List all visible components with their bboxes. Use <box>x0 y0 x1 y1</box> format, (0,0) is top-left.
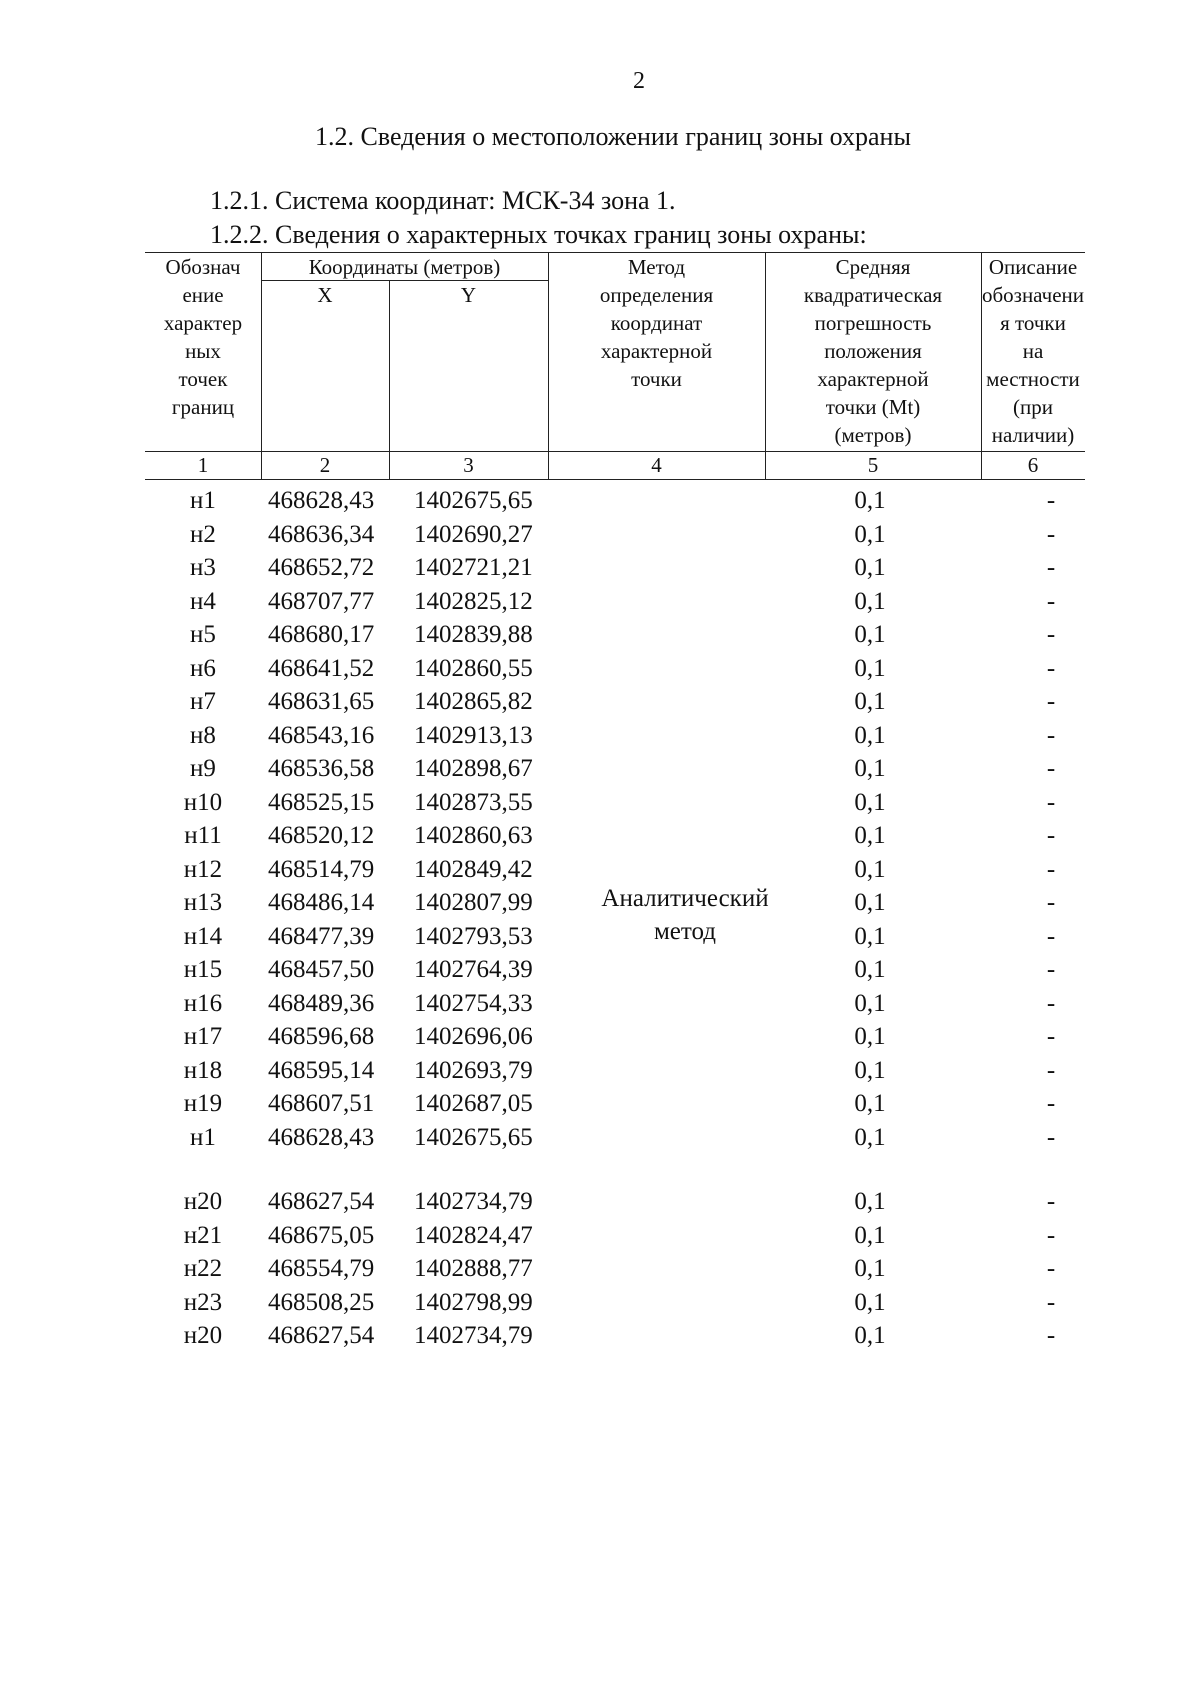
column-number: 6 <box>1027 453 1039 477</box>
description-value: - <box>1046 587 1056 615</box>
table-header <box>145 252 1085 480</box>
mean-error-value: 0,1 <box>854 554 886 581</box>
y-coordinate: 1402898,67 <box>414 755 533 782</box>
table-row <box>0 1121 1200 1154</box>
table-row <box>0 1286 1200 1319</box>
table-row <box>0 1219 1200 1252</box>
x-coordinate: 468520,12 <box>268 822 375 849</box>
table-row <box>0 1252 1200 1285</box>
header-line: обозначени <box>981 283 1085 307</box>
x-coordinate: 468554,79 <box>268 1255 375 1282</box>
characteristic-points-line: 1.2.2. Сведения о характерных точках границ зоны охраны: <box>210 220 867 249</box>
point-id: н5 <box>190 621 216 648</box>
section-title: 1.2. Сведения о местоположении границ зоны охраны <box>315 122 911 151</box>
y-coordinate: 1402696,06 <box>414 1023 533 1050</box>
header-y: Y <box>460 283 477 307</box>
x-coordinate: 468707,77 <box>268 587 375 615</box>
y-coordinate: 1402873,55 <box>414 788 533 816</box>
y-coordinate: 1402734,79 <box>414 1188 533 1215</box>
point-id: н7 <box>190 688 216 715</box>
point-id: н23 <box>183 1288 223 1316</box>
header-line: Метод <box>627 255 686 279</box>
mean-error-value: 0,1 <box>854 788 886 816</box>
point-id: н13 <box>183 889 223 916</box>
point-id: н12 <box>183 855 223 883</box>
header-line: Средняя <box>835 255 911 279</box>
method-cell <box>570 882 800 948</box>
y-coordinate: 1402721,21 <box>414 554 533 581</box>
x-coordinate: 468543,16 <box>268 721 375 749</box>
x-coordinate: 468508,25 <box>268 1288 375 1316</box>
mean-error-value: 0,1 <box>854 956 886 983</box>
description-value: - <box>1046 956 1056 983</box>
x-coordinate: 468628,43 <box>268 487 375 514</box>
mean-error-value: 0,1 <box>854 654 886 682</box>
column-number: 1 <box>197 453 209 477</box>
table-row <box>0 987 1200 1020</box>
point-id: н10 <box>183 788 223 816</box>
x-coordinate: 468536,58 <box>268 755 375 782</box>
mean-error-value: 0,1 <box>854 721 886 749</box>
x-coordinate: 468628,43 <box>268 1123 375 1151</box>
point-id: н19 <box>183 1090 223 1117</box>
table-row <box>0 819 1200 852</box>
column-number: 3 <box>463 453 474 477</box>
mean-error-value: 0,1 <box>854 1288 886 1316</box>
mean-error-value: 0,1 <box>854 1255 886 1282</box>
point-id: н8 <box>190 721 216 749</box>
description-value: - <box>1046 922 1056 950</box>
y-coordinate: 1402798,99 <box>414 1288 533 1316</box>
x-coordinate: 468675,05 <box>268 1221 375 1249</box>
y-coordinate: 1402693,79 <box>414 1056 533 1084</box>
header-x: X <box>317 283 333 307</box>
header-method <box>548 253 765 393</box>
header-line: погрешность <box>814 311 932 335</box>
y-coordinate: 1402825,12 <box>414 587 533 615</box>
description-value: - <box>1046 822 1056 849</box>
header-line: (при <box>1013 395 1053 419</box>
header-line: границ <box>171 395 235 419</box>
page-number: 2 <box>633 68 645 94</box>
column-divider <box>389 280 390 479</box>
header-line: характер <box>163 311 243 335</box>
y-coordinate: 1402793,53 <box>414 922 533 950</box>
y-coordinate: 1402839,88 <box>414 621 533 648</box>
description-value: - <box>1046 855 1056 883</box>
header-line: я точки <box>1000 311 1066 335</box>
table-row <box>0 585 1200 618</box>
table-row <box>0 853 1200 886</box>
x-coordinate: 468514,79 <box>268 855 375 883</box>
table-row <box>0 1185 1200 1218</box>
description-value: - <box>1046 1188 1056 1215</box>
description-value: - <box>1046 554 1056 581</box>
x-coordinate: 468486,14 <box>268 889 375 916</box>
point-id: н20 <box>183 1322 223 1349</box>
x-coordinate: 468596,68 <box>268 1023 375 1050</box>
x-coordinate: 468641,52 <box>268 654 375 682</box>
y-coordinate: 1402824,47 <box>414 1221 533 1249</box>
mean-error-value: 0,1 <box>854 1322 886 1349</box>
point-id: н11 <box>184 822 222 849</box>
x-coordinate: 468489,36 <box>268 989 375 1017</box>
mean-error-value: 0,1 <box>854 1123 886 1151</box>
mean-error-value: 0,1 <box>854 922 886 950</box>
x-coordinate: 468627,54 <box>268 1322 375 1349</box>
y-coordinate: 1402807,99 <box>414 889 533 916</box>
mean-error-value: 0,1 <box>854 989 886 1017</box>
description-value: - <box>1046 487 1056 514</box>
header-coordinates: Координаты (метров) <box>308 255 501 279</box>
mean-error-value: 0,1 <box>854 1188 886 1215</box>
description-value: - <box>1046 520 1056 548</box>
mean-error-value: 0,1 <box>854 1221 886 1249</box>
mean-error-value: 0,1 <box>854 889 886 916</box>
method-line: Аналитический <box>601 885 769 912</box>
y-coordinate: 1402690,27 <box>414 520 533 548</box>
point-id: н2 <box>190 520 216 548</box>
method-line: метод <box>653 918 716 945</box>
x-coordinate: 468457,50 <box>268 956 375 983</box>
y-coordinate: 1402764,39 <box>414 956 533 983</box>
y-coordinate: 1402675,65 <box>414 1123 533 1151</box>
description-value: - <box>1046 1221 1056 1249</box>
x-coordinate: 468636,34 <box>268 520 375 548</box>
description-value: - <box>1046 755 1056 782</box>
coordinate-system-line: 1.2.1. Система координат: МСК-34 зона 1. <box>210 186 676 215</box>
header-line: ных <box>185 339 221 363</box>
table-row <box>0 1319 1200 1352</box>
mean-error-value: 0,1 <box>854 621 886 648</box>
table-row <box>0 786 1200 819</box>
header-line: определения <box>599 283 714 307</box>
header-line: квадратическая <box>803 283 943 307</box>
point-id: н4 <box>190 587 216 615</box>
description-value: - <box>1046 1123 1056 1151</box>
y-coordinate: 1402860,63 <box>414 822 533 849</box>
point-id: н17 <box>183 1023 223 1050</box>
description-value: - <box>1046 1023 1056 1050</box>
mean-error-value: 0,1 <box>854 1023 886 1050</box>
x-coordinate: 468680,17 <box>268 621 375 648</box>
description-value: - <box>1046 721 1056 749</box>
table-row <box>0 551 1200 584</box>
table-row <box>0 652 1200 685</box>
y-coordinate: 1402849,42 <box>414 855 533 883</box>
header-line: точки <box>631 367 682 391</box>
header-line: (метров) <box>834 423 912 447</box>
mean-error-value: 0,1 <box>854 1090 886 1117</box>
point-id: н16 <box>183 989 223 1017</box>
column-number: 2 <box>319 453 331 477</box>
point-id: н14 <box>183 922 223 950</box>
header-line: характерной <box>600 339 713 363</box>
point-id: н1 <box>190 1123 216 1151</box>
column-number: 5 <box>867 453 879 477</box>
table-row <box>0 1054 1200 1087</box>
table-row <box>0 1020 1200 1053</box>
description-value: - <box>1046 1255 1056 1282</box>
description-value: - <box>1046 889 1056 916</box>
table-row <box>0 618 1200 651</box>
mean-error-value: 0,1 <box>854 755 886 782</box>
header-line: координат <box>610 311 703 335</box>
header-line: ение <box>182 283 224 307</box>
table-row <box>0 953 1200 986</box>
table-row <box>0 518 1200 551</box>
description-value: - <box>1046 1056 1056 1084</box>
table-row <box>0 484 1200 517</box>
y-coordinate: 1402675,65 <box>414 487 533 514</box>
header-line: точек <box>178 367 228 391</box>
description-value: - <box>1046 1322 1056 1349</box>
description-value: - <box>1046 788 1056 816</box>
table-row <box>0 752 1200 785</box>
description-value: - <box>1046 688 1056 715</box>
mean-error-value: 0,1 <box>854 520 886 548</box>
x-coordinate: 468631,65 <box>268 688 375 715</box>
point-id: н20 <box>183 1188 223 1215</box>
mean-error-value: 0,1 <box>854 587 886 615</box>
header-line: точки (Mt) <box>825 395 921 419</box>
point-id: н18 <box>183 1056 223 1084</box>
point-id: н9 <box>190 755 216 782</box>
table-row <box>0 1087 1200 1120</box>
table-row <box>0 719 1200 752</box>
point-id: н22 <box>183 1255 223 1282</box>
header-line: положения <box>824 339 922 363</box>
mean-error-value: 0,1 <box>854 822 886 849</box>
x-coordinate: 468525,15 <box>268 788 375 816</box>
y-coordinate: 1402913,13 <box>414 721 533 749</box>
description-value: - <box>1046 989 1056 1017</box>
header-line: на <box>1022 339 1044 363</box>
description-value: - <box>1046 1288 1056 1316</box>
x-coordinate: 468652,72 <box>268 554 375 581</box>
point-id: н6 <box>190 654 216 682</box>
mean-error-value: 0,1 <box>854 855 886 883</box>
description-value: - <box>1046 621 1056 648</box>
x-coordinate: 468477,39 <box>268 922 375 950</box>
header-point-designation <box>145 253 261 421</box>
mean-error-value: 0,1 <box>854 688 886 715</box>
column-number: 4 <box>651 453 662 477</box>
header-line: характерной <box>817 367 929 391</box>
header-mean-error <box>765 253 981 449</box>
header-line: местности <box>986 367 1080 391</box>
x-coordinate: 468607,51 <box>268 1090 375 1117</box>
point-id: н3 <box>190 554 216 581</box>
header-line: Обознач <box>165 255 241 279</box>
y-coordinate: 1402860,55 <box>414 654 533 682</box>
y-coordinate: 1402865,82 <box>414 688 533 715</box>
mean-error-value: 0,1 <box>854 1056 886 1084</box>
x-coordinate: 468627,54 <box>268 1188 375 1215</box>
point-id: н21 <box>183 1221 223 1249</box>
point-id: н1 <box>190 487 216 514</box>
header-line: наличии) <box>991 423 1075 447</box>
point-id: н15 <box>183 956 223 983</box>
x-coordinate: 468595,14 <box>268 1056 375 1084</box>
y-coordinate: 1402734,79 <box>414 1322 533 1349</box>
header-description <box>981 253 1085 449</box>
mean-error-value: 0,1 <box>854 487 886 514</box>
description-value: - <box>1046 654 1056 682</box>
y-coordinate: 1402888,77 <box>414 1255 533 1282</box>
y-coordinate: 1402754,33 <box>414 989 533 1017</box>
y-coordinate: 1402687,05 <box>414 1090 533 1117</box>
description-value: - <box>1046 1090 1056 1117</box>
header-line: Описание <box>988 255 1078 279</box>
table-row <box>0 685 1200 718</box>
